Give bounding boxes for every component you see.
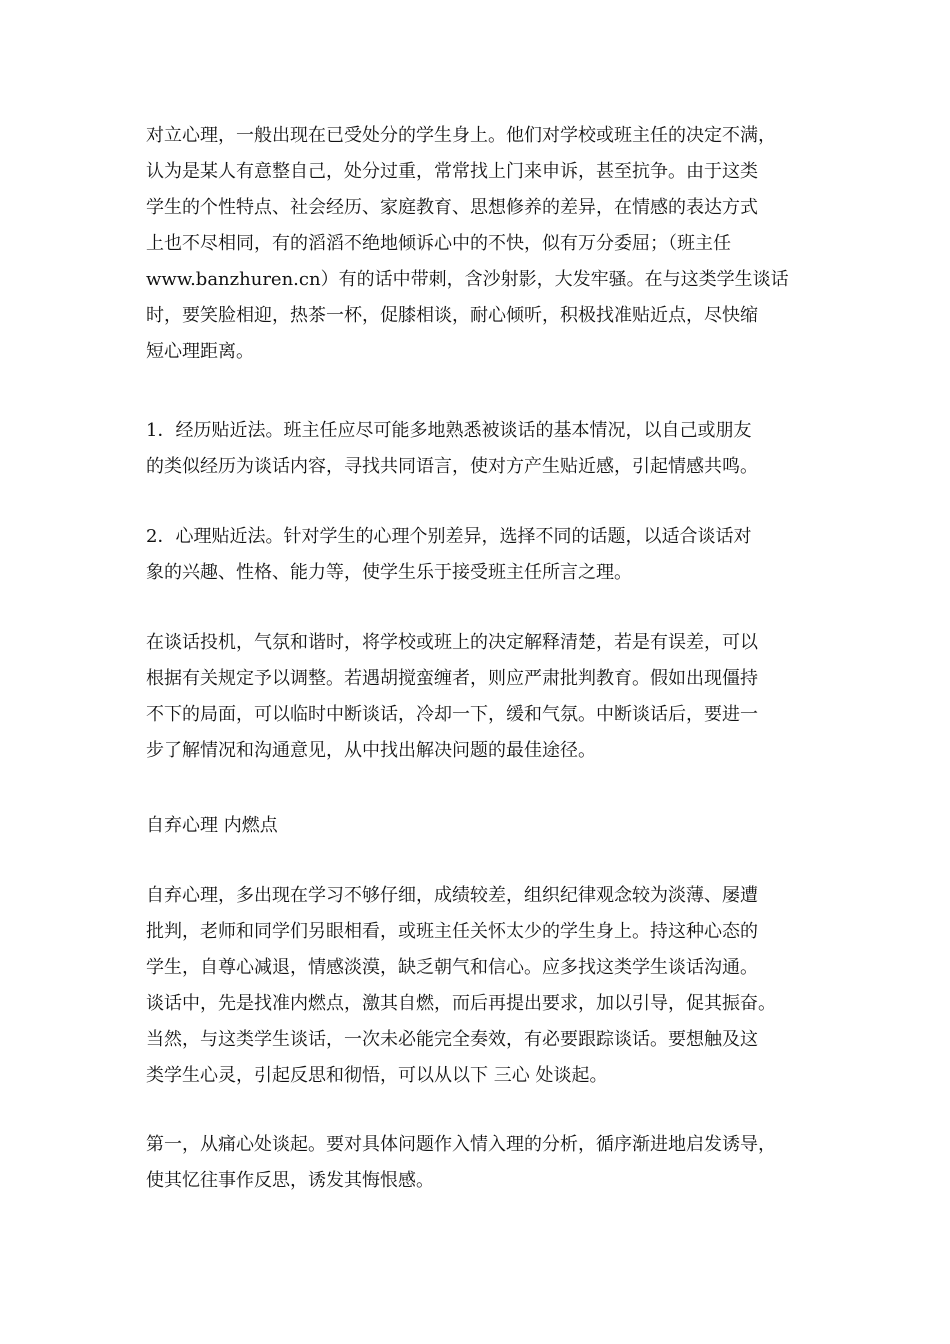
paragraph-line: 步了解情况和沟通意见，从中找出解决问题的最佳途径。 bbox=[146, 740, 596, 761]
paragraph-line: www.banzhuren.cn）有的话中带刺，含沙射影，大发牢骚。在与这类学生谈话 bbox=[146, 269, 789, 290]
paragraph-line: 的类似经历为谈话内容，寻找共同语言，使对方产生贴近感，引起情感共鸣。 bbox=[146, 456, 758, 477]
paragraph-opposition-psychology bbox=[146, 118, 826, 370]
paragraph-line: 上也不尽相同，有的滔滔不绝地倾诉心中的不快，似有万分委屈；（班主任 bbox=[146, 233, 731, 254]
paragraph-line: 根据有关规定予以调整。若遇胡搅蛮缠者，则应严肃批判教育。假如出现僵持 bbox=[146, 668, 758, 689]
paragraph-line: 当然，与这类学生谈话，一次未必能完全奏效，有必要跟踪谈话。要想触及这 bbox=[146, 1029, 758, 1050]
paragraph-line: 短心理距离。 bbox=[146, 341, 254, 362]
paragraph-line: 在谈话投机，气氛和谐时，将学校或班上的决定解释清楚，若是有误差，可以 bbox=[146, 632, 758, 653]
paragraph-line: 批判，老师和同学们另眼相看，或班主任关怀太少的学生身上。持这种心态的 bbox=[146, 921, 758, 942]
paragraph-line: 不下的局面，可以临时中断谈话，冷却一下，缓和气氛。中断谈话后，要进一 bbox=[146, 704, 758, 725]
paragraph-line: 象的兴趣、性格、能力等，使学生乐于接受班主任所言之理。 bbox=[146, 562, 632, 583]
paragraph-line: 使其忆往事作反思，诱发其悔恨感。 bbox=[146, 1170, 434, 1191]
paragraph-line: 自弃心理，多出现在学习不够仔细，成绩较差，组织纪律观念较为淡薄、屡遭 bbox=[146, 885, 758, 906]
paragraph-line: 第一，从痛心处谈起。要对具体问题作入情入理的分析，循序渐进地启发诱导， bbox=[146, 1134, 776, 1155]
paragraph-first-heartache bbox=[146, 1127, 826, 1199]
paragraph-line: 时，要笑脸相迎，热茶一杯，促膝相谈，耐心倾听，积极找准贴近点，尽快缩 bbox=[146, 305, 758, 326]
paragraph-line: 认为是某人有意整自己，处分过重，常常找上门来申诉，甚至抗争。由于这类 bbox=[146, 161, 758, 182]
paragraph-line: 学生，自尊心减退，情感淡漠，缺乏朝气和信心。应多找这类学生谈话沟通。 bbox=[146, 957, 758, 978]
paragraph-experience-method bbox=[146, 413, 826, 485]
paragraph-line: 谈话中，先是找准内燃点，激其自燃，而后再提出要求，加以引导，促其振奋。 bbox=[146, 993, 776, 1014]
paragraph-line: 学生的个性特点、社会经历、家庭教育、思想修养的差异，在情感的表达方式 bbox=[146, 197, 758, 218]
paragraph-line: 2．心理贴近法。针对学生的心理个别差异，选择不同的话题，以适合谈话对 bbox=[146, 526, 752, 547]
paragraph-line: 类学生心灵，引起反思和彻悟，可以从以下 三心 处谈起。 bbox=[146, 1065, 608, 1086]
paragraph-line: 1．经历贴近法。班主任应尽可能多地熟悉被谈话的基本情况，以自己或朋友 bbox=[146, 420, 752, 441]
section-heading: 自弃心理 内燃点 bbox=[146, 815, 278, 836]
paragraph-conversation-harmony bbox=[146, 625, 826, 769]
paragraph-psychology-method bbox=[146, 519, 826, 591]
paragraph-self-abandonment bbox=[146, 878, 826, 1094]
section-heading-self-abandonment bbox=[146, 808, 826, 844]
paragraph-line: 对立心理，一般出现在已受处分的学生身上。他们对学校或班主任的决定不满， bbox=[146, 125, 776, 146]
